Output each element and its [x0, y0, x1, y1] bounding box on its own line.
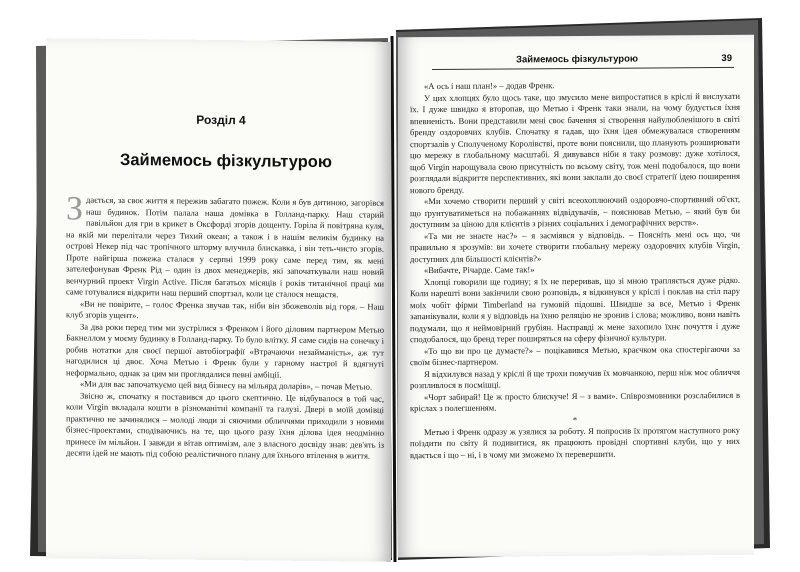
paragraph: «Ми для вас започаткуємо цей вид бізнесу на мільярд доларів», – почав Метью. — [80, 378, 373, 392]
section-separator: * — [572, 414, 578, 425]
right-page — [398, 35, 754, 557]
paragraph: Звісно ж, спочатку я поставився до цього скептично. Це відбувалося в той час, коли Virgin вкладала кошти в різноманітні компанії та галузі. Двері в моїй домівці практично не зачинялися – молоді люди зі сяючими обличчями приходили з новими бізнес-проектами, сподіваючись на те, що цього разу їхня ділова ідея неодмінно принесе їм мільйон. І завжди я вітав оптимізм, але з власного досвіду знав: дев'ять із десяти ідей не мають під собою реалістичного плану для їхнього втілення в життя. — [66, 390, 384, 461]
paragraph: Хлопці говорили ще годину; я їх не переривав, що зі мною трапляється дуже рідко. Коли нарешті вони закінчили свою розповідь, я відкинувся у кріслі і поклав на стіл пару моїх чобіт фірми Timberland на гумовій підошві. Швидше за все, Метью і Френк запанікували, коли я у відповідь на їхню реляцію не зронив і слова; можливо, вони навіть подумали, що я неймовірний грубіян. Насправді ж мене захопило їхнє почуття і дуже сподобалося, що бренд теper поширяться на сферу фізичної культури. — [410, 274, 740, 345]
paragraph: Я відхилувся назад у кріслі й ще трохи помучив їх мовчанкою, перш ніж моє обличчя розпливлося в посмішці. — [410, 366, 740, 391]
paragraph: «Вибачте, Річарде. Саме так!» — [424, 264, 535, 276]
page-number: 39 — [721, 52, 732, 64]
paragraph: «А ось і наш план!» – додав Френк. — [424, 80, 555, 92]
paragraph: «Та ми не знаєте нас?» – я засміявся у відповідь. – Поясніть мені ось що, чи правильно я зрозумів: ви хочете створити глобальну мережу оздоровчих клубів Virgin, доступних для більшості клієнтів?» — [410, 228, 740, 264]
left-page — [46, 38, 391, 562]
running-title: Займемось фізкультурою — [516, 53, 638, 66]
paragraph: Здається, за своє життя я пережив забагато пожеж. Коли я був дитиною, загорівся наш будинок. Потім палала наша домівка в Голланд-парку. Наш старий павільйон для гри в крикет в Оксфорді згорів дощенту. Горіла й повітряна куля, на якій ми перелітали через Тихий океан; а також і в нашім великім будинку на острові Некер під час тропічного шторму влучила блискавка, і він теть-чисто згорів. Проте найгірша пожежа сталася у серпні 1999 року саме перед тим, як мені зателефонував Френк Рід – один із двох менеджерів, які започаткували наш новий венчурний проект Virgin Active. Після багатьох місяців і років титанічної праці ми саме готувалися відкрити наш перший спортзал, коли це сталося нещастя. — [66, 190, 384, 300]
left-body-text — [66, 190, 384, 462]
paragraph: У цих хлопцях було щось таке, що змусило мене випростатися в кріслі й вислухати їх. І дуже швидко я второпав, що Метью і Френк таки знали, на чому будується їхня впевненість. Вони представили мені своє бачення зі створення найулюбленішого в світі бренду оздоровчих клубів. Спочатку я гадав, що їхня ідея обмежувалася створенням спортзалів у Сполученому Королівстві, проте вони пояснили, що планують розширювати цю мережу в глобальному масштабі. Я дивувався ніби я таку розмову: дуже хотілося, щоб Virgin нарощувала свою присутність по всьому світу, тож мені подобалося, що вони розглядали відкриття перспективних, які вони заклали до своєї стратегії ідею поширення нового бренду. — [410, 90, 740, 195]
chapter-label: Розділ 4 — [196, 112, 246, 128]
drop-cap: З — [66, 190, 84, 228]
paragraph: «Чорт забирай! Це ж просто блискуче! Я – з вами». Співрозмовники розслабилися в кріслах з полегшенням. — [410, 389, 740, 414]
chapter-title: Займемось фізкультурою — [120, 150, 332, 172]
paragraph: За два роки перед тим ми зустрілися з Френком і його діловим партнером Метью Бакнеллом у моєму будинку в Голланд-парку. То було влітку. Я саме сидів на сонечку і робив нотатки для своєї першої автобіографії «Втрачаючи незайманість», аж тут нагодилися ці двоє. Хоча Метью і Френк були у гарному настрої й вдягнуті неформально, однак за цим ми проглядалися певні амбіції. — [66, 321, 384, 380]
paragraph: «То що ви про це думаєте?» – поцікавився Метью, краєчком ока спостерігаючи за своїм бізнес-партнером. — [410, 343, 740, 368]
paragraph: «Ви не повірите, – голос Френка звучав так, ніби він збожеволів від горя. – Наш клуб згорів ущент». — [66, 298, 384, 321]
right-body-text — [410, 79, 740, 461]
paragraph: Метью і Френк одразу ж узялися за роботу. Я попросив їх протягом наступного року поїздити по світу й подивитися, як працюють провідні спортивні клуби, що у них вдається і що – ні, і в чому ми зможемо їх перевершити. — [410, 424, 740, 460]
paragraph: «Ми хочемо створити перший у світі всеохоплюючий оздоровчо-спортивний об'єкт, що ґрунтуватиметься на побажаннях відвідувачів, – пояснював Метью, – який був би доступним за ціною для клієнтів з різних соціальних і демографічних верств». — [410, 193, 740, 230]
